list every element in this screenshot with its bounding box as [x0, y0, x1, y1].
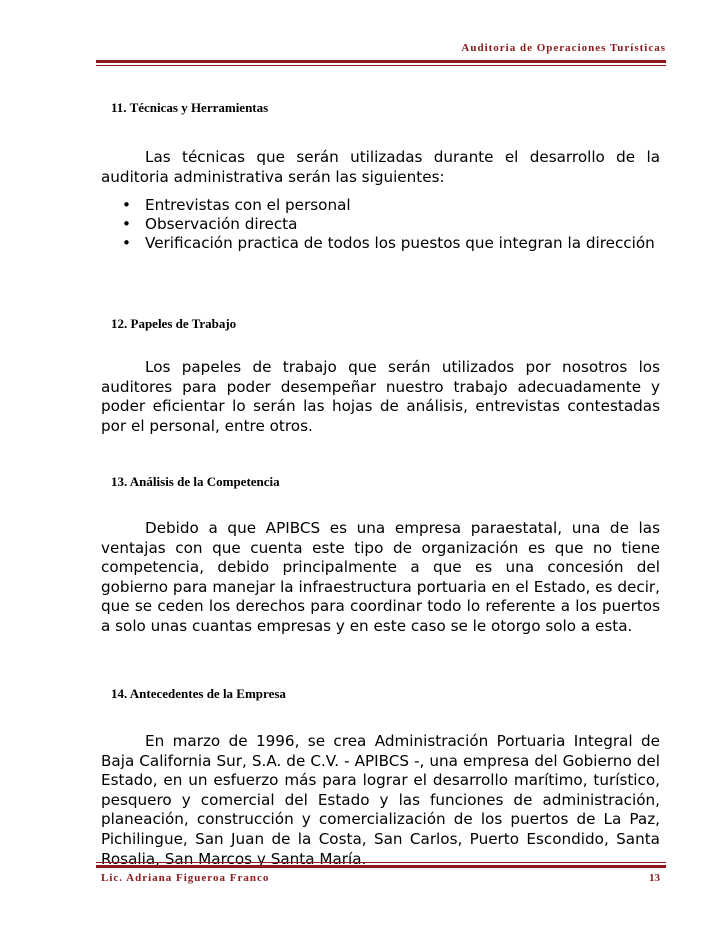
list-item	[122, 234, 704, 253]
list-item	[122, 215, 704, 234]
header-rule-thin	[96, 65, 666, 66]
section-heading-14	[111, 686, 286, 702]
header-title: Auditoria de Operaciones Turísticas	[461, 42, 666, 54]
section-heading-12	[111, 316, 236, 332]
paragraph-text: Debido a que APIBCS es una empresa paraestatal, una de las ventajas con que cuenta este tipo de organización es que no tiene competencia, debido principalmente a que es una concesión del gobierno para manejar la infraestructura portuaria en el Estado, es decir, que se ceden los derechos para coordinar todo lo referente a los puertos a solo unas cuantas empresas y en este caso se le otorgo solo a esta.	[101, 519, 660, 635]
section-title: Análisis de la Competencia	[129, 474, 280, 489]
section-paragraph-13	[101, 519, 660, 637]
section-number: 13.	[111, 474, 128, 489]
section-title: Papeles de Trabajo	[130, 316, 237, 331]
paragraph-text: Los papeles de trabajo que serán utilizados por nosotros los auditores para poder desempeñar nuestro trabajo adecuadamente y poder eficientar lo serán las hojas de análisis, entrevistas contestadas por el personal, entre otros.	[101, 358, 660, 435]
section-title: Técnicas y Herramientas	[129, 100, 269, 115]
section-number: 12.	[111, 316, 128, 331]
list-item-text: Observación directa	[145, 215, 298, 233]
section-heading-13	[111, 474, 280, 490]
section-title: Antecedentes de la Empresa	[129, 686, 286, 701]
section-number: 11.	[111, 100, 127, 115]
section-paragraph-11	[101, 148, 660, 187]
section-number: 14.	[111, 686, 128, 701]
footer-author: Lic. Adriana Figueroa Franco	[101, 872, 270, 884]
footer-rule-thin	[96, 862, 666, 863]
paragraph-text: Las técnicas que serán utilizadas durante el desarrollo de la auditoria administrativa serán las siguientes:	[101, 148, 660, 186]
section-paragraph-14	[101, 732, 660, 869]
section-paragraph-12	[101, 358, 660, 436]
section-heading-11	[111, 100, 268, 116]
list-item	[122, 196, 704, 215]
bullet-icon: •	[122, 215, 131, 233]
list-item-text: Verificación practica de todos los puestos que integran la dirección	[145, 234, 655, 252]
bullet-list	[101, 196, 704, 253]
list-item-text: Entrevistas con el personal	[145, 196, 351, 214]
bullet-icon: •	[122, 196, 131, 214]
paragraph-text: En marzo de 1996, se crea Administración Portuaria Integral de Baja California Sur, S.A. de C.V. - APIBCS -, una empresa del Gobierno del Estado, en un esfuerzo más para lograr el desarrollo marítimo, turístico, pesquero y comercial del Estado y las funciones de administración, planeación, construcción y comercialización de los puertos de La Paz, Pichilingue, San Juan de la Costa, San Carlos, Puerto Escondido, Santa Rosalia, San Marcos y Santa María.	[101, 732, 660, 868]
header-rule-thick	[96, 60, 666, 63]
page-number: 13	[649, 872, 660, 884]
footer-rule-thick	[96, 865, 666, 868]
bullet-icon: •	[122, 234, 131, 252]
